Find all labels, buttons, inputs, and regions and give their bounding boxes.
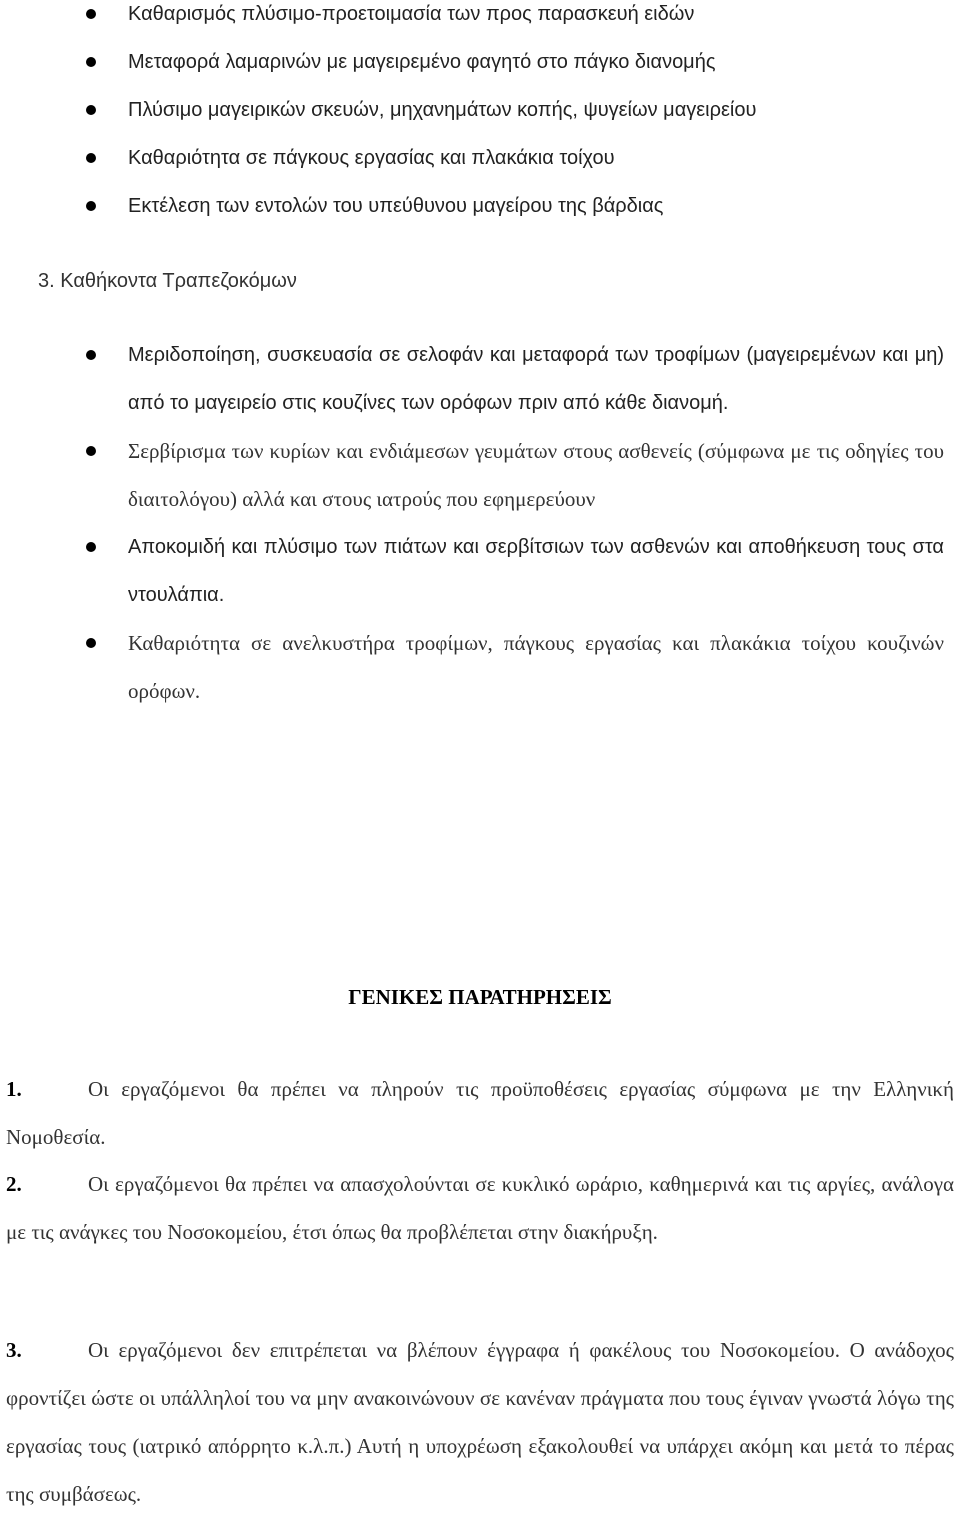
list-item <box>0 86 952 134</box>
note-text: Οι εργαζόμενοι δεν επιτρέπεται να βλέπουν έγγραφα ή φακέλους του Νοσοκομείου. Ο ανάδοχος φροντίζει ώστε οι υπάλληλοί του να μην ανακοινώνουν σε κανέναν πράγματα που τους έγιναν γνωστά λόγω της εργασίας τους (ιατρικό απόρρητο κ.λ.π.) Αυτή η υποχρέωση εξακολουθεί να υπάρχει ακόμη και μετά το πέρας της συμβάσεως. <box>6 1338 954 1506</box>
list-item <box>0 134 952 182</box>
list-item-text: Καθαρισμός πλύσιμο-προετοιμασία των προς παρασκευή ειδών <box>128 3 695 25</box>
bullet-icon <box>86 153 96 163</box>
bullet-icon <box>86 542 96 552</box>
note-number: 1. <box>6 1077 22 1101</box>
note-text: Οι εργαζόμενοι θα πρέπει να απασχολούνται σε κυκλικό ωράριο, καθημερινά και τις αργίες, ανάλογα με τις ανάγκες του Νοσοκομείου, έτσι όπως θα προβλέπεται στην διακήρυξη. <box>6 1172 954 1244</box>
list-item <box>0 427 952 523</box>
list-item-text: Αποκομιδή και πλύσιμο των πιάτων και σερβίτσιων των ασθενών και αποθήκευση τους στα ντουλάπια. <box>128 536 944 606</box>
list-item <box>0 619 952 715</box>
list-item <box>0 523 952 619</box>
note-number: 2. <box>6 1172 22 1196</box>
list-item-text: Καθαριότητα σε πάγκους εργασίας και πλακάκια τοίχου <box>128 147 615 169</box>
bullet-icon <box>86 350 96 360</box>
waiter-duties-list <box>0 331 952 715</box>
list-item <box>0 0 952 38</box>
numbered-note <box>6 1065 954 1161</box>
list-item <box>0 38 952 86</box>
note-number: 3. <box>6 1338 22 1362</box>
numbered-note <box>6 1326 954 1518</box>
list-item-text: Εκτέλεση των εντολών του υπεύθυνου μαγείρου της βάρδιας <box>128 195 664 217</box>
list-item <box>0 331 952 427</box>
bullet-icon <box>86 57 96 67</box>
bullet-icon <box>86 105 96 115</box>
numbered-note <box>6 1160 954 1256</box>
list-item-text: Σερβίρισμα των κυρίων και ενδιάμεσων γευμάτων στους ασθενείς (σύμφωνα με τις οδηγίες του διαιτολόγου) αλλά και στους ιατρούς που εφημερεύουν <box>128 439 944 511</box>
list-item-text: Μεταφορά λαμαρινών με μαγειρεμένο φαγητό στο πάγκο διανομής <box>128 51 716 73</box>
bullet-icon <box>86 201 96 211</box>
bullet-icon <box>86 446 96 456</box>
list-item-text: Καθαριότητα σε ανελκυστήρα τροφίμων, πάγκους εργασίας και πλακάκια τοίχου κουζινών ορόφων. <box>128 631 944 703</box>
kitchen-tasks-list <box>0 0 952 230</box>
general-remarks-title: ΓΕΝΙΚΕΣ ΠΑΡΑΤΗΡΗΣΕΙΣ <box>348 985 612 1009</box>
bullet-icon <box>86 638 96 648</box>
section-heading: 3. Καθήκοντα Τραπεζοκόμων <box>38 270 297 292</box>
bullet-icon <box>86 9 96 19</box>
list-item <box>0 182 952 230</box>
list-item-text: Πλύσιμο μαγειρικών σκευών, μηχανημάτων κοπής, ψυγείων μαγειρείου <box>128 99 757 121</box>
note-text: Οι εργαζόμενοι θα πρέπει να πληρούν τις προϋποθέσεις εργασίας σύμφωνα με την Ελληνική Νομοθεσία. <box>6 1077 954 1149</box>
list-item-text: Μεριδοποίηση, συσκευασία σε σελοφάν και μεταφορά των τροφίμων (μαγειρεμένων και μη) από το μαγειρείο στις κουζίνες των ορόφων πριν από κάθε διανομή. <box>128 344 944 414</box>
